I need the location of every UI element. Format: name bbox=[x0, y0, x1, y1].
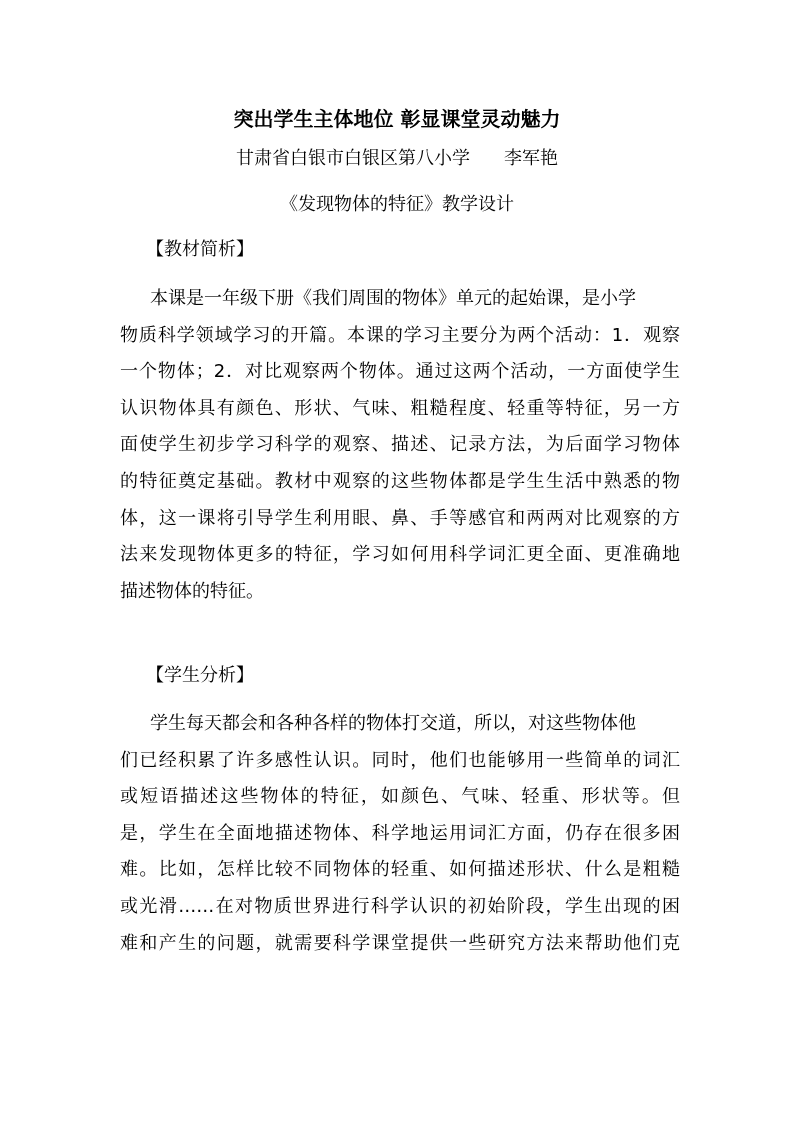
paragraph-student-analysis bbox=[120, 706, 680, 962]
paragraph-line: 学生每天都会和各种各样的物体打交道，所以，对这些物体他 bbox=[150, 713, 636, 734]
author-line bbox=[0, 145, 794, 173]
paragraph-line: 一个物体；2．对比观察两个物体。通过这两个活动，一方面使学生 bbox=[120, 361, 680, 383]
paragraph-line: 体，这一课将引导学生利用眼、鼻、手等感官和两两对比观察的方 bbox=[120, 507, 680, 529]
paragraph-line: 或短语描述这些物体的特征，如颜色、气味、轻重、形状等。但 bbox=[120, 786, 680, 808]
author-school: 甘肃省白银市白银区第八小学 bbox=[236, 148, 470, 169]
section-heading-student-analysis: 【学生分析】 bbox=[146, 665, 254, 686]
lesson-title: 《发现物体的特征》教学设计 bbox=[280, 194, 514, 215]
author-name: 李军艳 bbox=[504, 148, 558, 169]
paragraph-line: 物质科学领域学习的开篇。本课的学习主要分为两个活动：1．观察 bbox=[120, 324, 680, 346]
paragraph-line: 们已经积累了许多感性认识。同时，他们也能够用一些简单的词汇 bbox=[120, 749, 680, 771]
section-heading-textbook-analysis: 【教材简析】 bbox=[146, 239, 254, 260]
paragraph-line: 描述物体的特征。 bbox=[120, 580, 264, 602]
paragraph-line: 面使学生初步学习科学的观察、描述、记录方法，为后面学习物体 bbox=[120, 434, 680, 456]
paragraph-line: 认识物体具有颜色、形状、气味、粗糙程度、轻重等特征，另一方 bbox=[120, 397, 680, 419]
paragraph-line: 或光滑……在对物质世界进行科学认识的初始阶段，学生出现的困 bbox=[120, 895, 680, 917]
paragraph-line: 的特征奠定基础。教材中观察的这些物体都是学生生活中熟悉的物 bbox=[120, 470, 680, 492]
paragraph-line: 难。比如，怎样比较不同物体的轻重、如何描述形状、什么是粗糙 bbox=[120, 859, 680, 881]
paragraph-textbook-analysis bbox=[120, 281, 680, 610]
paragraph-line: 法来发现物体更多的特征，学习如何用科学词汇更全面、更准确地 bbox=[120, 544, 680, 566]
paragraph-line: 难和产生的问题，就需要科学课堂提供一些研究方法来帮助他们克 bbox=[120, 932, 680, 954]
document-title: 突出学生主体地位 彰显课堂灵动魅力 bbox=[233, 107, 561, 131]
paragraph-line: 本课是一年级下册《我们周围的物体》单元的起始课，是小学 bbox=[150, 288, 636, 309]
paragraph-line: 是，学生在全面地描述物体、科学地运用词汇方面，仍存在很多困 bbox=[120, 822, 680, 844]
